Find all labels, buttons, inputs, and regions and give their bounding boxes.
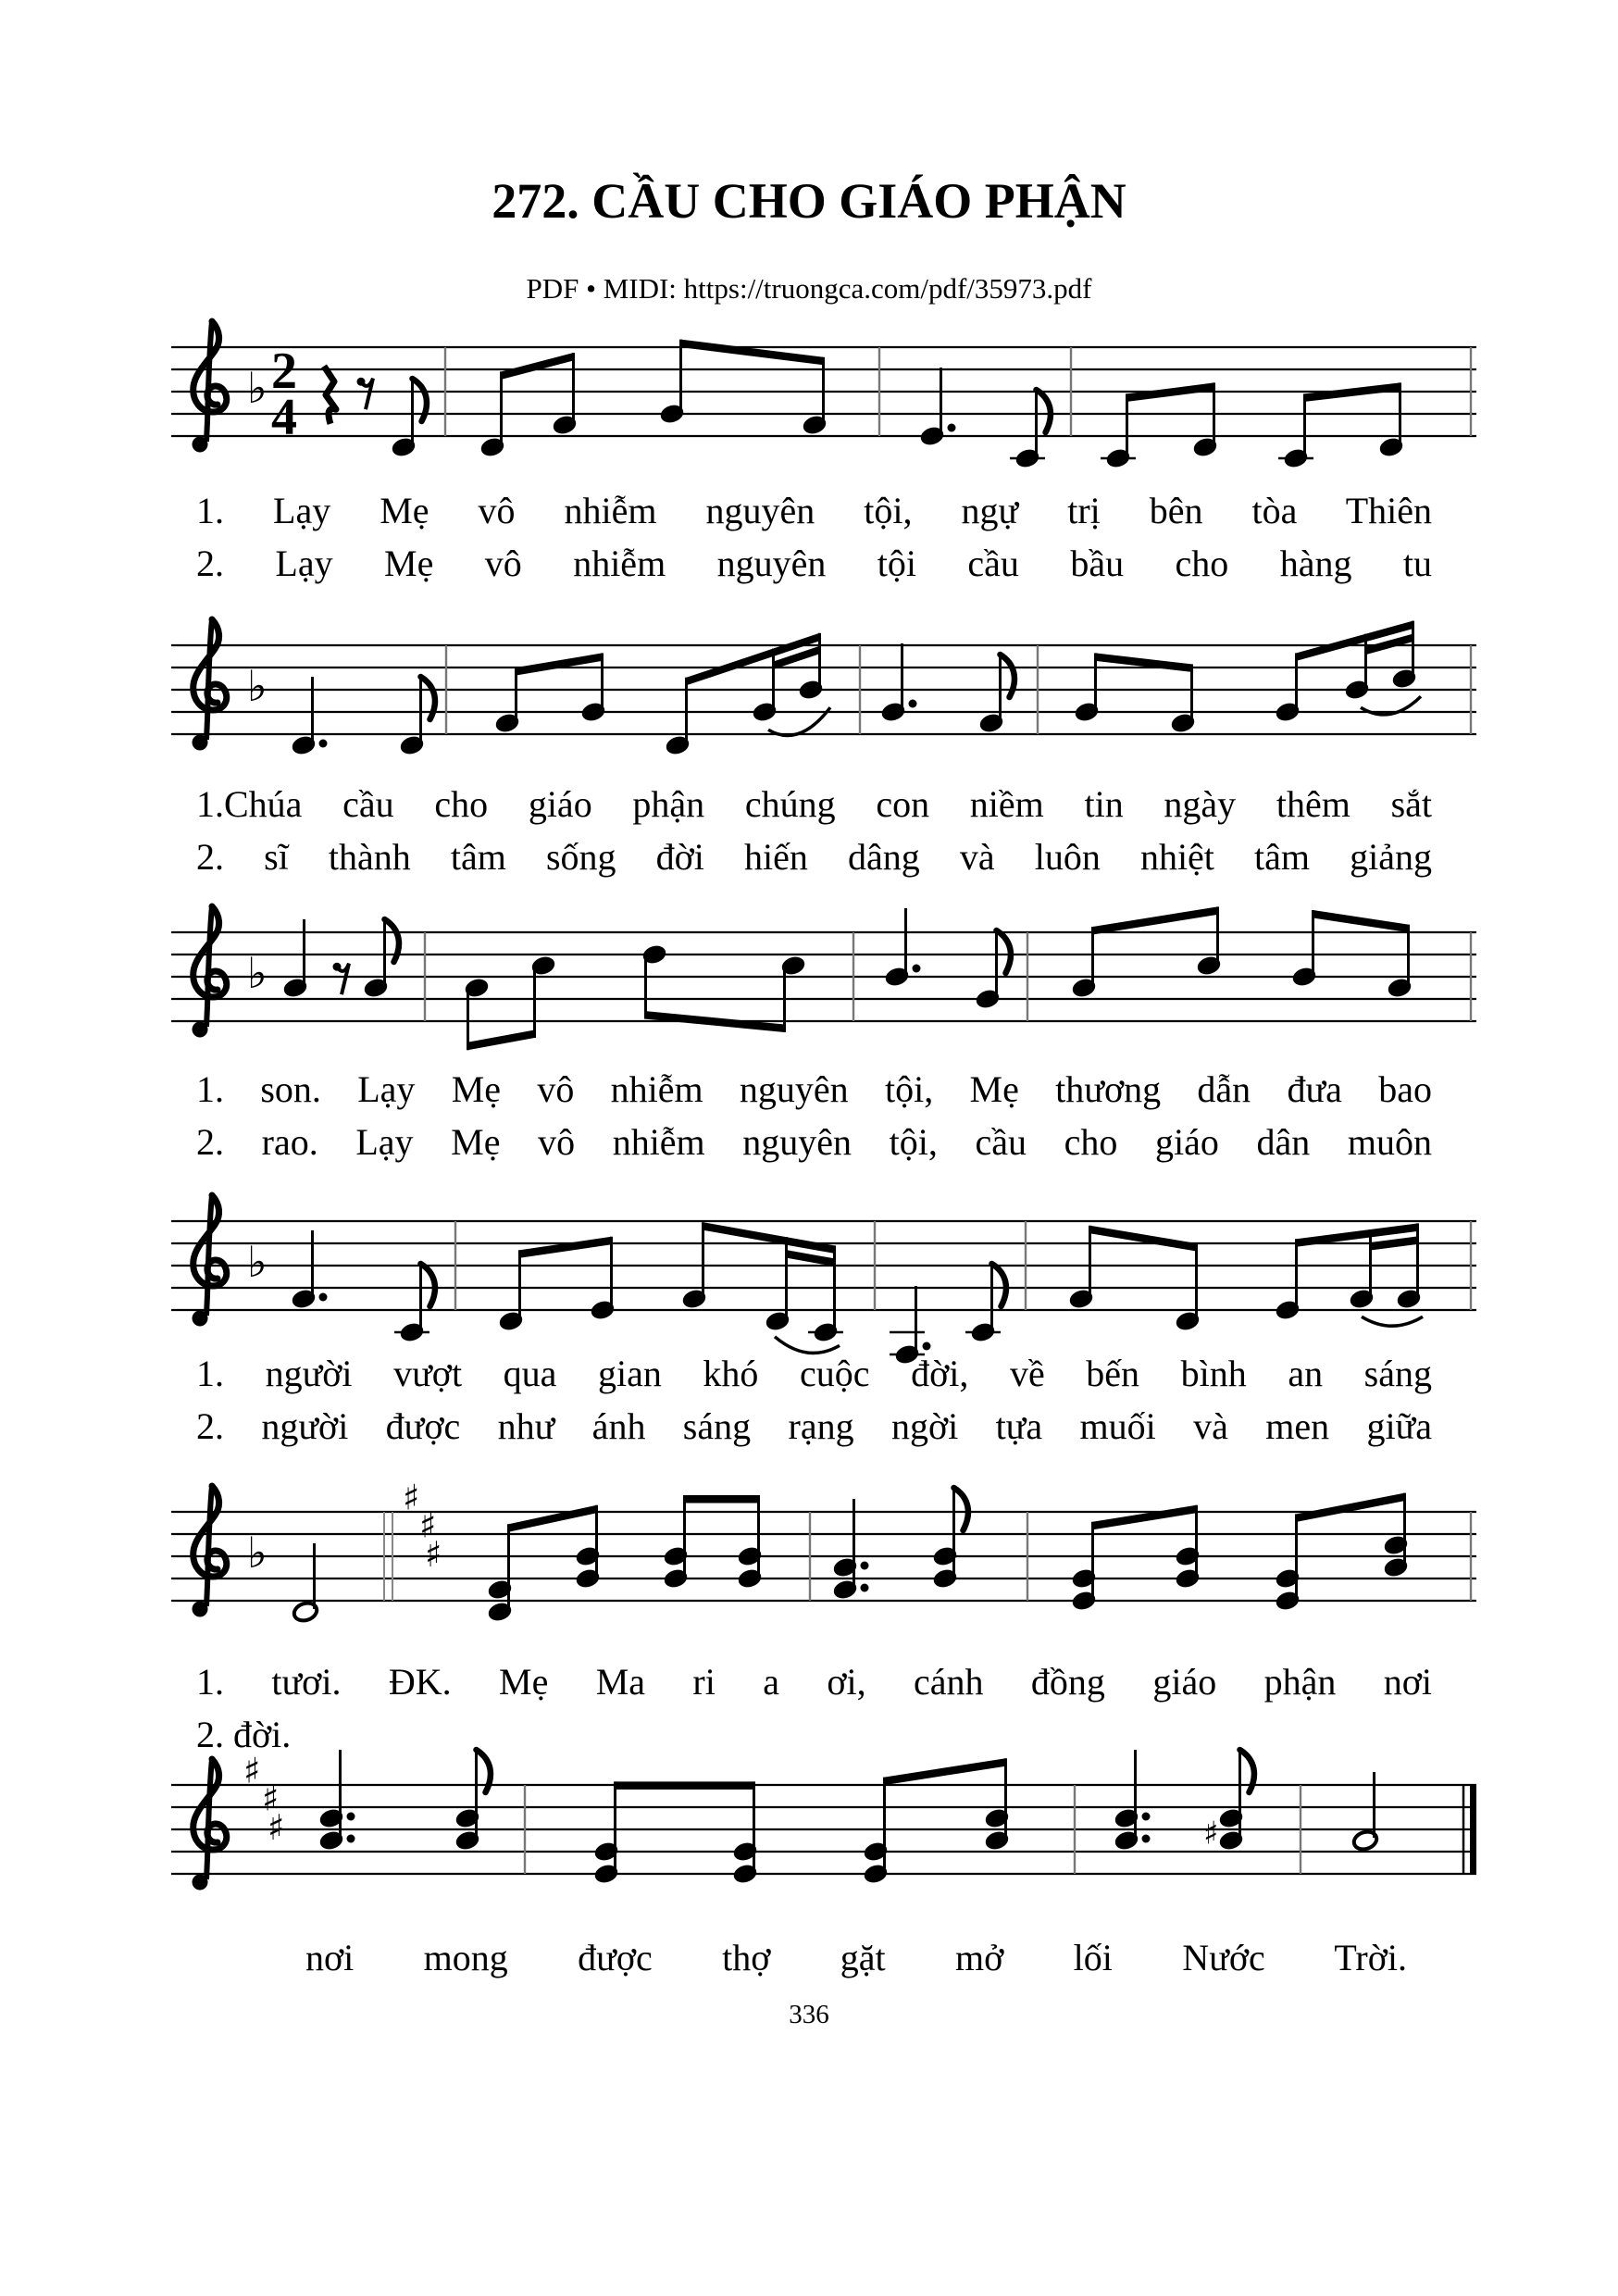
beam <box>509 1505 597 1532</box>
beam <box>1093 906 1218 934</box>
beam <box>1127 382 1214 402</box>
eighth-flag-icon <box>421 1264 435 1306</box>
lyrics-system-6 <box>305 1931 1407 1984</box>
augmentation-dot <box>861 1584 869 1592</box>
sharp-key-signature-icon: ♯ <box>262 1778 280 1819</box>
eighth-flag-icon <box>1037 390 1051 432</box>
lyric-line-verse1: 1.Chúa cầu cho giáo phận chúng con niềm tin ngày thêm sắt <box>196 783 1432 825</box>
augmentation-dot <box>861 1562 869 1570</box>
sharp-key-signature-icon: ♯ <box>243 1750 261 1791</box>
augmentation-dot <box>347 1813 355 1821</box>
sharp-key-signature-icon: ♯ <box>403 1477 420 1518</box>
beam-double <box>787 1250 835 1267</box>
beam <box>1313 910 1409 932</box>
treble-clef-icon <box>193 735 208 751</box>
beam <box>1093 1505 1197 1530</box>
eighth-flag-icon <box>997 930 1011 973</box>
sharp-key-signature-icon: ♯ <box>425 1533 442 1575</box>
music-staff-6 <box>171 1729 1476 1942</box>
flat-key-signature-icon: ♭ <box>247 948 268 998</box>
flat-key-signature-icon: ♭ <box>247 1528 268 1578</box>
treble-clef-icon <box>206 619 212 740</box>
flat-key-signature-icon: ♭ <box>247 1237 268 1287</box>
augmentation-dot <box>347 1835 355 1843</box>
sharp-key-signature-icon: ♯ <box>419 1504 437 1546</box>
lyrics-system-4 <box>196 1347 1432 1453</box>
treble-clef-icon <box>206 1486 212 1606</box>
sharp-key-signature-icon: ♯ <box>268 1806 285 1848</box>
augmentation-dot <box>319 1293 328 1302</box>
beam <box>885 1758 1006 1785</box>
pdf-midi-link-text: PDF • MIDI: https://truongca.com/pdf/35973.pdf <box>526 272 1092 305</box>
treble-clef-icon <box>193 1875 208 1890</box>
eighth-rest-icon <box>338 964 349 995</box>
treble-clef-icon <box>206 906 212 1027</box>
lyric-line-verse1-refrain: 1. tươi. ĐK. Mẹ Ma ri a ơi, cánh đồng giáo phận nơi <box>196 1661 1432 1703</box>
beam <box>1305 382 1400 402</box>
beam <box>1297 1493 1405 1522</box>
lyric-line-verse1: 1. Lạy Mẹ vô nhiễm nguyên tội, ngự trị bên tòa Thiên <box>196 490 1432 531</box>
beam <box>685 1495 759 1504</box>
augmentation-dot <box>1142 1813 1151 1821</box>
song-title: 272. CẦU CHO GIÁO PHẬN <box>492 173 1126 229</box>
treble-clef-icon <box>206 1759 212 1879</box>
music-staff-2 <box>171 590 1476 803</box>
time-signature-denominator: 4 <box>271 389 297 446</box>
sharp-accidental-icon: ♯ <box>1203 1815 1219 1853</box>
augmentation-dot <box>1142 1835 1151 1843</box>
music-staff-5 <box>171 1456 1476 1669</box>
beam <box>502 353 574 380</box>
beam <box>517 653 603 675</box>
treble-clef-icon <box>193 437 208 453</box>
lyric-line-verse2-end: 2. đời. <box>196 1714 292 1755</box>
augmentation-dot <box>913 965 921 973</box>
beam <box>520 1237 612 1258</box>
treble-clef-icon <box>206 321 212 442</box>
page-number: 336 <box>789 2000 829 2029</box>
lyric-line-verse2: 2. người được như ánh sáng rạng ngời tựa muối và men giữa <box>196 1405 1432 1447</box>
music-staff-3 <box>171 877 1476 1090</box>
beam <box>468 1030 535 1051</box>
treble-clef-icon <box>193 1311 208 1327</box>
lyrics-system-2 <box>196 778 1432 883</box>
beam <box>1090 1226 1197 1252</box>
lyrics-system-1 <box>196 484 1432 590</box>
eighth-rest-icon <box>362 379 373 410</box>
beam <box>1096 653 1192 672</box>
treble-clef-icon <box>193 1022 208 1038</box>
flat-key-signature-icon: ♭ <box>247 363 268 413</box>
augmentation-dot <box>319 740 328 748</box>
beam-double <box>1371 1236 1418 1250</box>
beam <box>681 340 824 366</box>
augmentation-dot <box>909 700 917 708</box>
music-staff-1 <box>171 292 1476 505</box>
flat-key-signature-icon: ♭ <box>247 661 268 711</box>
lyric-line-verse2: 2. sĩ thành tâm sống đời hiến dâng và luôn nhiệt tâm giảng <box>196 836 1432 878</box>
lyric-line-verse1: 1. son. Lạy Mẹ vô nhiễm nguyên tội, Mẹ thương dẫn đưa bao <box>196 1068 1432 1110</box>
lyrics-system-3 <box>196 1063 1432 1168</box>
treble-clef-icon <box>193 1602 208 1617</box>
lyric-line-verse2: 2. Lạy Mẹ vô nhiễm nguyên tội cầu bầu cho hàng tu <box>196 543 1432 584</box>
eighth-flag-icon <box>413 379 427 421</box>
slur <box>1362 1316 1423 1326</box>
lyric-line-verse1: 1. người vượt qua gian khó cuộc đời, về bến bình an sáng <box>196 1353 1432 1394</box>
eighth-flag-icon <box>954 1488 968 1530</box>
final-barline <box>1470 1785 1476 1874</box>
beam <box>703 1222 835 1254</box>
lyric-line-verse2: 2. rao. Lạy Mẹ vô nhiễm nguyên tội, cầu cho giáo dân muôn <box>196 1121 1432 1163</box>
augmentation-dot <box>948 424 956 432</box>
time-signature-numerator: 2 <box>271 343 297 400</box>
lyric-line-refrain: nơi mong được thợ gặt mở lối Nước Trời. <box>305 1937 1407 1978</box>
quarter-rest-icon <box>324 366 336 423</box>
treble-clef-icon <box>206 1195 212 1316</box>
beam <box>616 1781 754 1790</box>
eighth-flag-icon <box>992 1264 1006 1306</box>
